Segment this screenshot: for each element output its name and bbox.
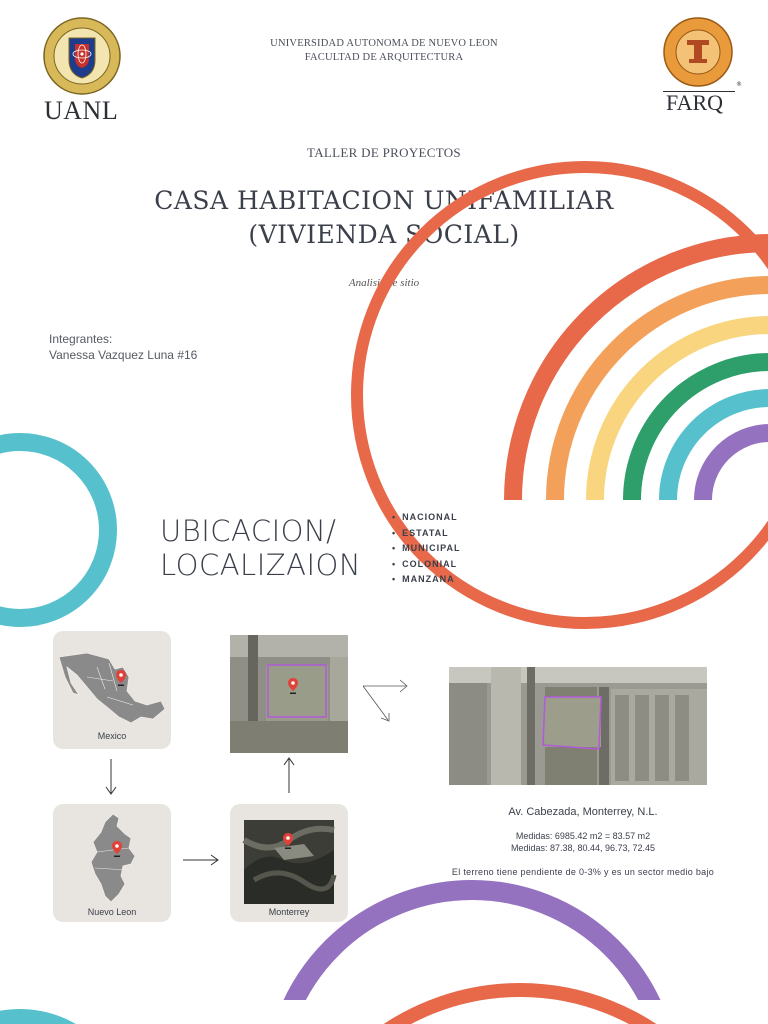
- location-levels-list: [392, 510, 461, 588]
- satellite-block-card: [230, 635, 348, 753]
- location-pin-icon: [282, 832, 294, 850]
- next-page-arcs-decoration: [0, 1000, 768, 1024]
- location-pin-icon: [115, 669, 127, 687]
- project-title: [0, 184, 768, 252]
- uanl-logo-text: UANL: [44, 96, 119, 125]
- arrow-up-icon: [282, 756, 296, 794]
- location-title: [160, 514, 361, 582]
- level-item: • COLONIAL: [392, 557, 461, 573]
- next-page-edge: [0, 1000, 768, 1024]
- mexico-map: [57, 647, 167, 727]
- monterrey-map-card: [230, 804, 348, 922]
- project-title-line1: CASA HABITACION UNIFAMILIAR: [154, 186, 614, 215]
- faculty-name: FACULTAD DE ARQUITECTURA: [304, 52, 464, 63]
- project-subtitle: Analisis de sitio: [348, 277, 420, 289]
- institution-header: [0, 37, 768, 65]
- nuevo-leon-map-card: [53, 804, 171, 922]
- university-name: UNIVERSIDAD AUTONOMA DE NUEVO LEON: [270, 38, 498, 49]
- arrow-right-icon: [182, 854, 220, 866]
- location-pin-icon: [111, 840, 123, 858]
- level-item: • NACIONAL: [392, 510, 461, 526]
- cover-page: [0, 0, 768, 500]
- nuevo-leon-map: [83, 812, 143, 904]
- zoom-arrows-icon: [360, 676, 412, 726]
- nuevo-leon-map-label: Nuevo Leon: [87, 907, 137, 917]
- site-sides: Medidas: 87.38, 80.44, 96.73, 72.45: [510, 843, 656, 853]
- mexico-map-label: Mexico: [97, 731, 127, 741]
- level-item: • MANZANA: [392, 572, 461, 588]
- site-measurements: [428, 830, 738, 854]
- members-label: Integrantes:: [49, 332, 113, 346]
- monterrey-map-label: Monterrey: [268, 907, 310, 917]
- site-area: Medidas: 6985.42 m2 = 83.57 m2: [515, 831, 651, 841]
- arrow-down-icon: [104, 758, 118, 796]
- mexico-map-card: [53, 631, 171, 749]
- farq-seal-logo: [660, 16, 740, 90]
- site-note: El terreno tiene pendiente de 0-3% y es un sector medio bajo: [451, 867, 715, 877]
- member-name: Vanessa Vazquez Luna #16: [49, 348, 198, 362]
- level-item: • MUNICIPAL: [392, 541, 461, 557]
- location-title-line2: LOCALIZAION: [160, 548, 362, 582]
- project-title-line2: (VIVIENDA SOCIAL): [248, 220, 520, 249]
- members-block: [49, 331, 197, 363]
- level-item: • ESTATAL: [392, 526, 461, 542]
- satellite-site-image: [449, 667, 707, 785]
- location-title-line1: UBICACION/: [160, 514, 337, 548]
- course-name: TALLER DE PROYECTOS: [307, 145, 461, 160]
- site-address: Av. Cabezada, Monterrey, N.L.: [508, 806, 658, 818]
- farq-logo-text: FARQ: [666, 90, 724, 115]
- location-pin-icon: [287, 677, 299, 695]
- svg-text:®: ®: [736, 81, 742, 88]
- location-page: [0, 500, 768, 1000]
